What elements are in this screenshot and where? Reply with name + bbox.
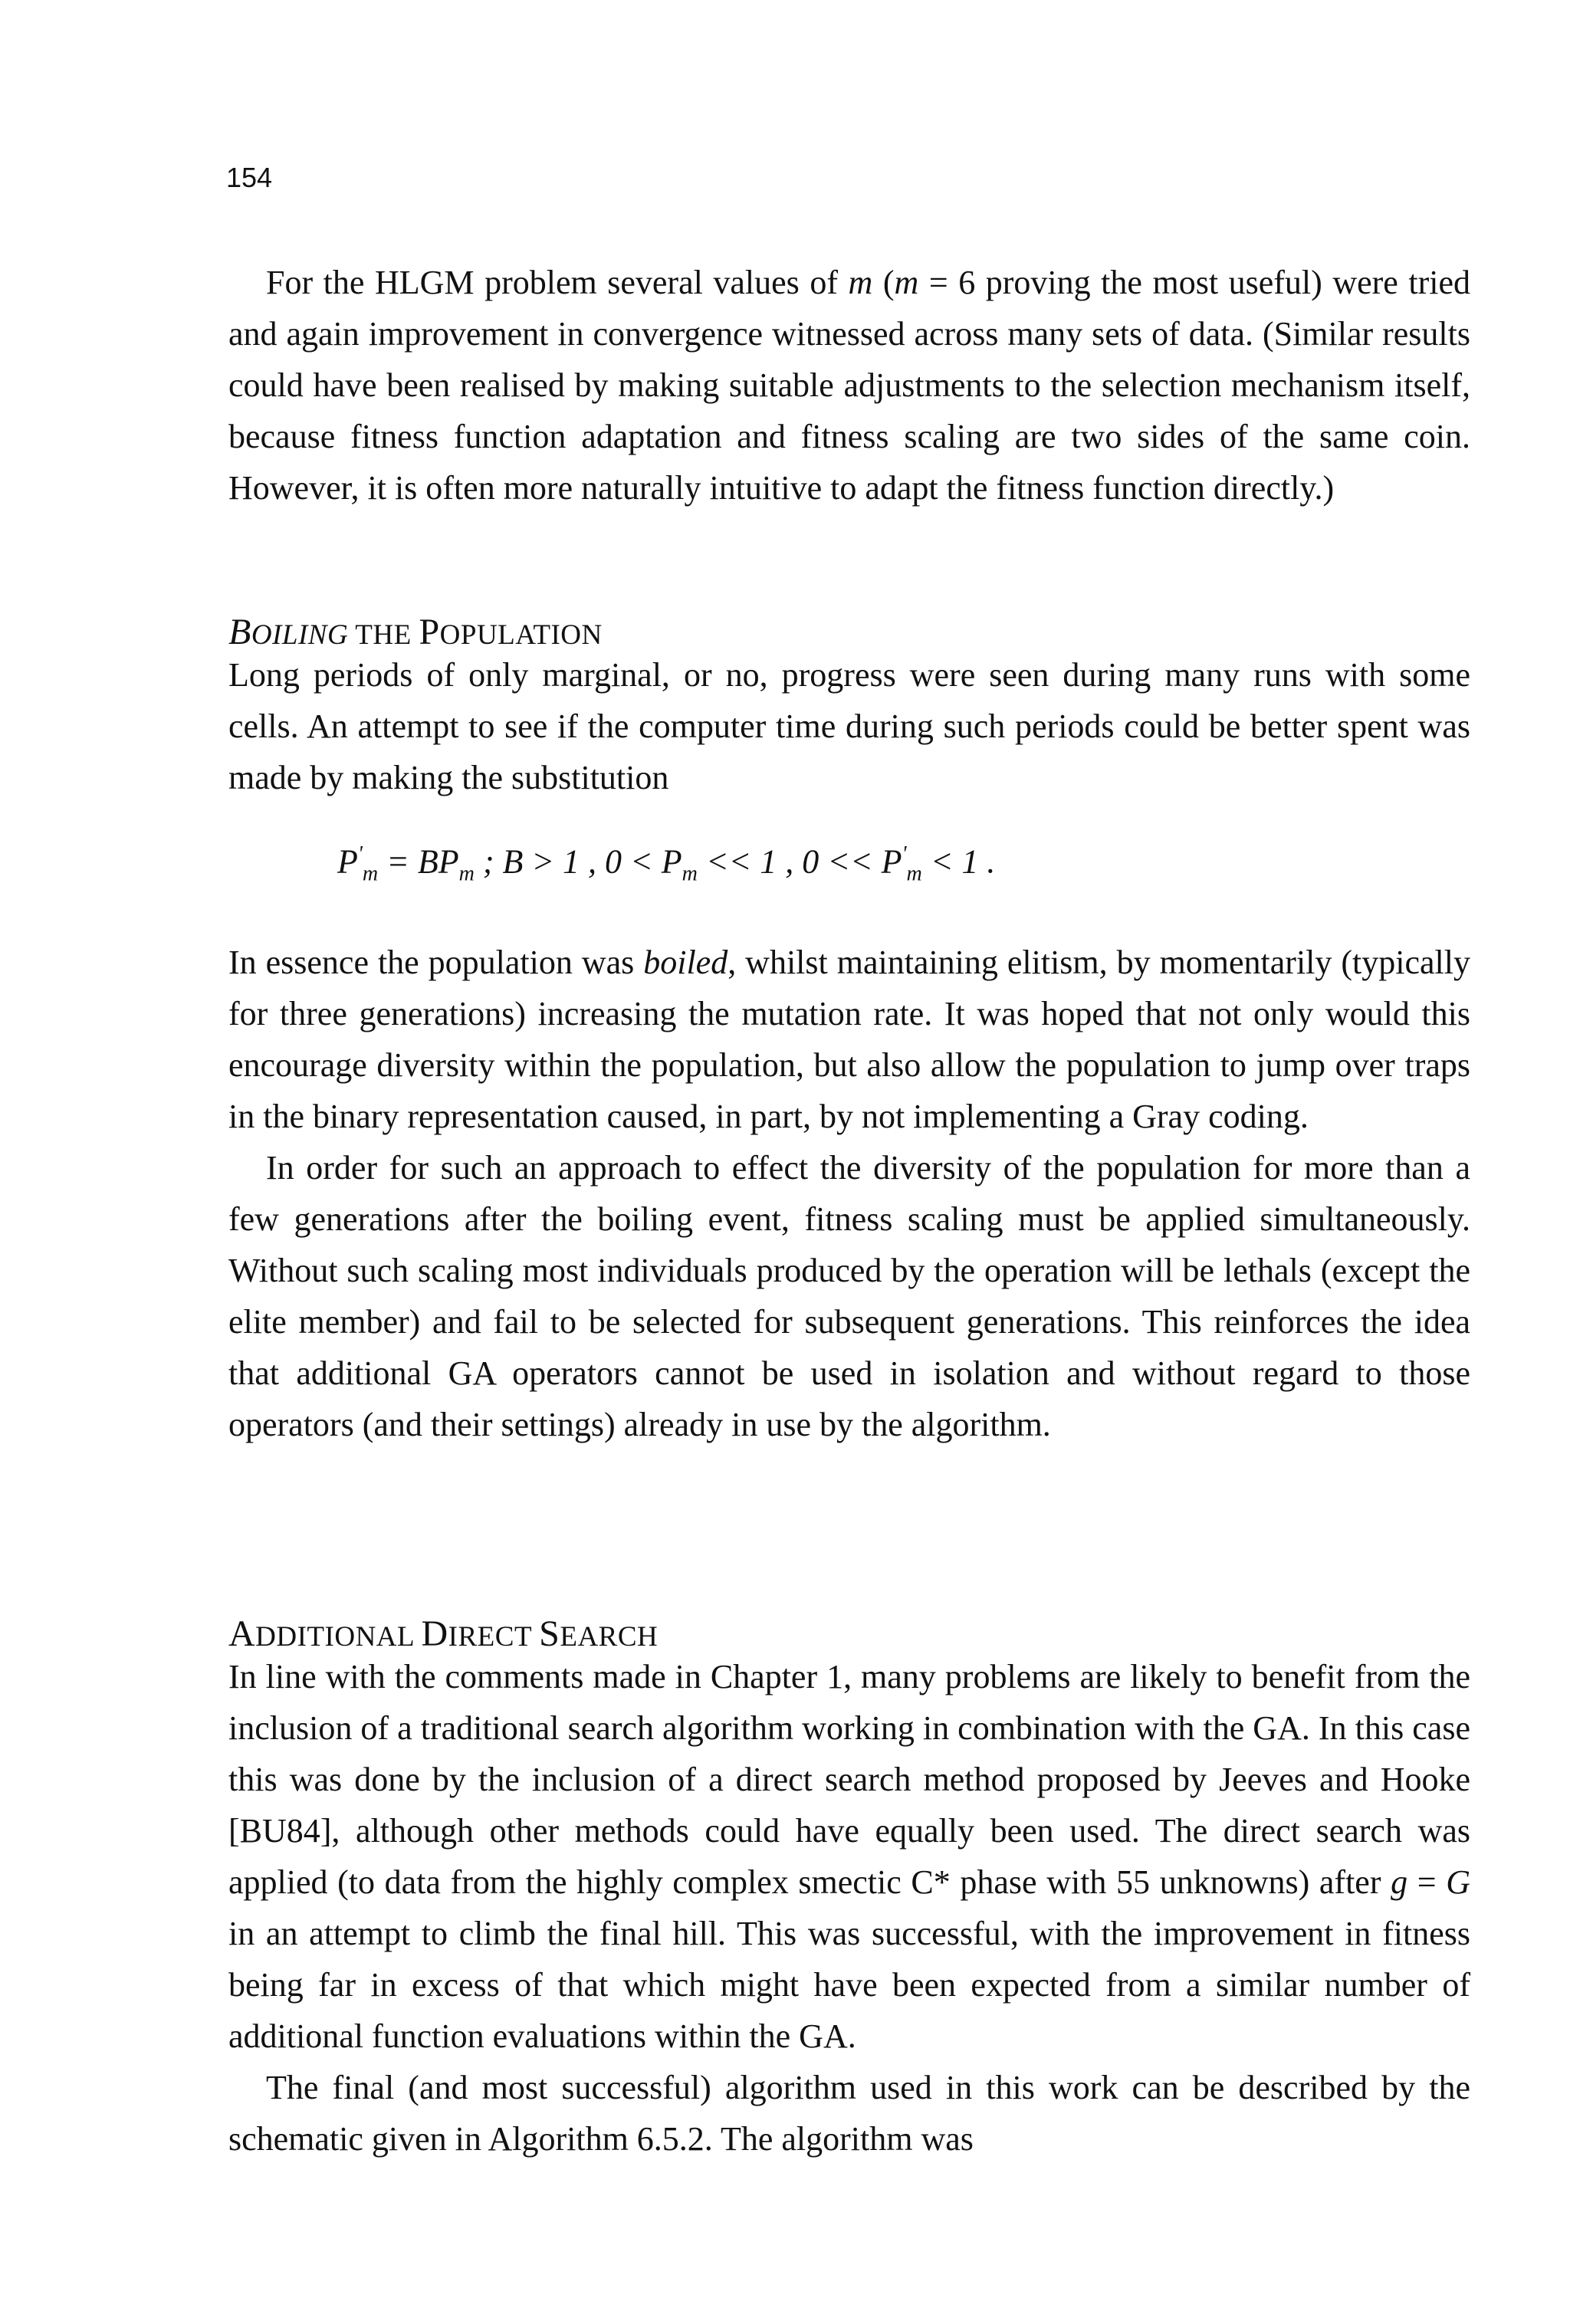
mutation-rate-equation: $P'_m = BP_m$ ; B > 1 , $0 < P_m << 1$ , $0 << P'_m < 1$ . — [337, 842, 996, 886]
intro-section — [228, 257, 1470, 514]
scaling-paragraph: In order for such an approach to effect the diversity of the population for more than a few generations after the boiling event, fitness scaling must be applied simultaneously. Without such scaling most individuals produced by the operation will be lethals (except the elite member) and fail to be selected for subsequent generations. This reinforces the idea that additional GA operators cannot be used in isolation and without regard to those operators (and their settings) already in use by the algorithm. — [228, 1149, 1470, 1443]
heading-boiling-the-population: BOILING THE POPULATION — [228, 612, 603, 652]
page-number: 154 — [226, 162, 273, 193]
direct-search-body — [228, 1651, 1470, 2165]
final-algorithm-paragraph: The final (and most successful) algorithm used in this work can be described by the schematic given in Algorithm 6.5.2. The algorithm was — [228, 2069, 1470, 2158]
boiling-intro-paragraph: Long periods of only marginal, or no, progress were seen during many runs with some cells. An attempt to see if the computer time during such periods could be better spent was made by making the substitution — [228, 656, 1470, 796]
direct-search-paragraph: In line with the comments made in Chapter 1, many problems are likely to benefit from the inclusion of a traditional search algorithm working in combination with the GA. In this case this was done by the inclusion of a direct search method proposed by Jeeves and Hooke [BU84], although other methods could have equally been used. The direct search was applied (to data from the highly complex smectic C* phase with 55 unknowns) after g = G in an attempt to climb the final hill. This was successful, with the improvement in fitness being far in excess of that which might have been expected from a similar number of additional function evaluations within the GA. — [228, 1658, 1470, 2055]
heading-additional-direct-search: ADDITIONAL DIRECT SEARCH — [228, 1613, 659, 1654]
intro-paragraph: For the HLGM problem several values of m (m = 6 proving the most useful) were tried and again improvement in convergence witnessed across many sets of data. (Similar results could have been realised by making suitable adjustments to the selection mechanism itself, because fitness function adaptation and fitness scaling are two sides of the same coin. However, it is often more naturally intuitive to adapt the fitness function directly.) — [228, 264, 1470, 507]
boiling-body — [228, 937, 1470, 1450]
boiled-paragraph: In essence the population was boiled, whilst maintaining elitism, by momentarily (typically for three generations) increasing the mutation rate. It was hoped that not only would this encourage diversity within the population, but also allow the population to jump over traps in the binary representation caused, in part, by not implementing a Gray coding. — [228, 944, 1470, 1135]
